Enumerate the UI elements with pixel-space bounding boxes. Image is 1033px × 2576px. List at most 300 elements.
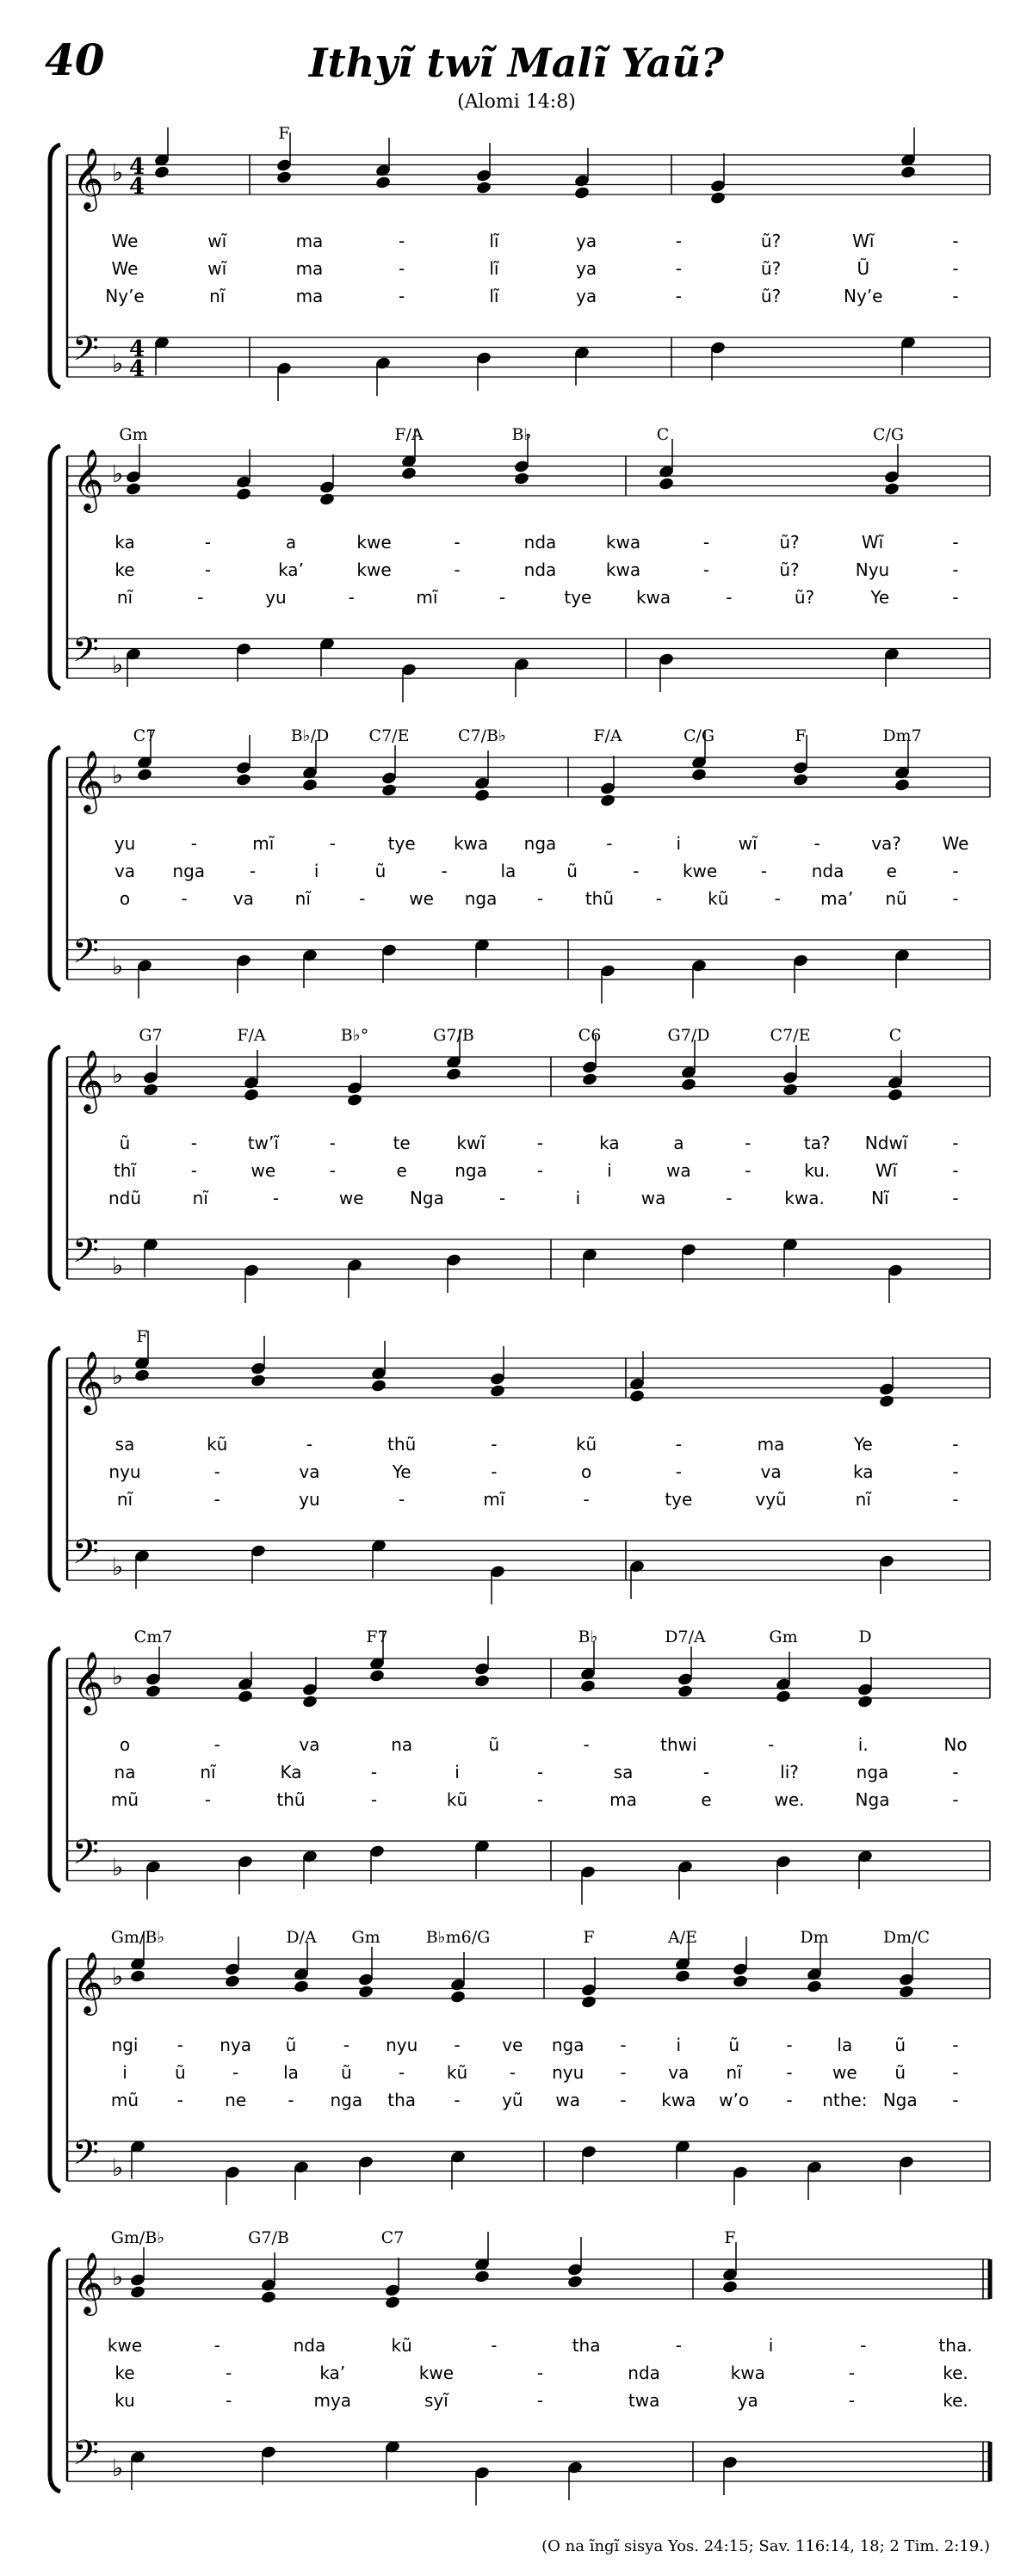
lyric-syllable: Ye <box>392 1461 411 1482</box>
lyric-hyphen: - <box>190 1133 198 1153</box>
lyric-hyphen: - <box>399 258 405 279</box>
lyric-syllable: ũ? <box>760 258 782 279</box>
chord-symbol: B♭° <box>340 1026 369 1045</box>
chord-symbol: C7/E <box>770 1026 811 1045</box>
lyric-hyphen: - <box>952 2090 959 2110</box>
lyric-syllable: nga <box>551 2035 585 2055</box>
lyric-syllable: wĩ <box>738 833 758 854</box>
lyric-syllable: kwĩ <box>456 1133 486 1153</box>
treble-note <box>145 1684 161 1699</box>
treble-note <box>449 1990 466 2005</box>
lyric-syllable: ũ <box>728 2035 739 2055</box>
lyric-hyphen: - <box>655 888 662 909</box>
lyric-hyphen: - <box>491 2335 498 2356</box>
lyric-syllable: ke. <box>943 2390 968 2411</box>
lyric-syllable: kwa <box>605 532 641 553</box>
lyric-hyphen: - <box>745 1160 752 1181</box>
lyric-syllable: tw’ĩ <box>247 1133 279 1153</box>
lyric-syllable: Ye <box>853 1434 873 1455</box>
lyric-syllable: twa <box>628 2390 660 2411</box>
chord-symbol: B♭m6/G <box>425 1928 491 1947</box>
lyric-hyphen: - <box>620 2062 627 2083</box>
lyric-syllable: nga <box>330 2090 363 2110</box>
treble-note <box>445 1067 461 1082</box>
lyric-syllable: tye <box>665 1489 693 1510</box>
system-brace <box>50 747 60 990</box>
treble-note <box>224 1974 240 1989</box>
lyric-syllable: w’o <box>719 2090 750 2110</box>
lyric-syllable: lĩ <box>489 258 499 279</box>
treble-note <box>581 1072 597 1087</box>
lyric-syllable: va <box>299 1734 320 1755</box>
treble-note <box>301 1695 318 1709</box>
lyric-hyphen: - <box>190 833 198 854</box>
flat-icon: ♭ <box>112 460 124 488</box>
lyric-syllable: e <box>886 861 897 881</box>
lyric-hyphen: - <box>213 1734 220 1755</box>
lyric-syllable: ya <box>576 286 597 306</box>
lyric-syllable: na <box>114 1762 136 1782</box>
lyric-syllable: wĩ <box>207 231 227 251</box>
lyric-hyphen: - <box>952 286 959 306</box>
lyric-syllable: ũ <box>285 2035 297 2055</box>
chord-symbol: Dm7 <box>882 726 922 745</box>
system-brace <box>50 1348 60 1591</box>
lyric-syllable: ndũ <box>108 1188 142 1208</box>
treble-clef-icon: 𝄞 <box>72 146 104 209</box>
flat-icon: ♭ <box>112 158 124 187</box>
lyric-syllable: tha <box>387 2090 417 2110</box>
treble-note <box>153 165 170 180</box>
chord-symbol: C7/B♭ <box>458 726 506 745</box>
lyric-syllable: we. <box>774 1789 805 1810</box>
lyric-hyphen: - <box>190 1160 198 1181</box>
chord-symbol: G7/B <box>433 1026 474 1045</box>
lyric-syllable: nyu <box>386 2035 418 2055</box>
lyric-hyphen: - <box>213 1461 220 1482</box>
lyric-hyphen: - <box>399 231 405 251</box>
lyric-hyphen: - <box>536 1160 544 1181</box>
flat-icon: ♭ <box>112 1553 124 1581</box>
treble-note <box>370 1379 387 1393</box>
bass-clef-icon: 𝄢 <box>72 630 99 678</box>
bass-clef-icon: 𝄢 <box>72 1231 99 1279</box>
chord-symbol: Gm/B♭ <box>110 1928 165 1947</box>
system-brace <box>50 2249 60 2492</box>
lyric-syllable: kũ <box>207 1434 228 1455</box>
footer-reference: (O na ĩngĩ sisya Yos. 24:15; Sav. 116:14, 18; 2 Tim. 2:19.) <box>541 2537 990 2555</box>
lyric-hyphen: - <box>675 2335 682 2356</box>
lyric-syllable: Nyu <box>855 559 890 580</box>
treble-note <box>473 2270 490 2284</box>
lyric-hyphen: - <box>491 1461 498 1482</box>
lyric-hyphen: - <box>952 861 959 881</box>
lyric-syllable: kũ <box>446 1789 468 1810</box>
lyric-syllable: No <box>943 1734 968 1755</box>
treble-note <box>380 783 397 798</box>
flat-icon: ♭ <box>112 761 124 789</box>
lyric-hyphen: - <box>536 1789 544 1810</box>
treble-note <box>732 1974 748 1989</box>
lyric-syllable: ka’ <box>319 2363 346 2383</box>
lyric-hyphen: - <box>860 2335 867 2356</box>
lyric-syllable: ke. <box>943 2363 968 2383</box>
lyric-syllable: va <box>299 1461 320 1482</box>
chord-symbol: C <box>656 425 670 444</box>
treble-note <box>301 778 318 793</box>
treble-note <box>319 492 335 507</box>
bass-clef-icon: 𝄢 <box>72 1532 99 1580</box>
lyric-syllable: kwa. <box>784 1188 825 1208</box>
treble-note <box>129 1969 145 1984</box>
treble-note <box>136 768 152 782</box>
treble-note <box>142 1083 158 1097</box>
bass-clef-icon: 𝄢 <box>72 931 99 979</box>
lyric-syllable: sa <box>613 1762 634 1782</box>
lyric-syllable: yu <box>114 833 136 854</box>
lyric-syllable: kũ <box>446 2062 468 2083</box>
lyric-hyphen: - <box>952 231 959 251</box>
treble-note <box>400 466 417 481</box>
lyric-syllable: Ny’e <box>844 286 883 306</box>
lyric-syllable: yu <box>299 1489 320 1510</box>
time-signature-top: 4 <box>129 337 145 362</box>
lyric-hyphen: - <box>702 532 710 553</box>
lyric-syllable: nda <box>523 532 557 553</box>
lyric-syllable: yũ <box>502 2090 523 2110</box>
lyric-syllable: nĩ <box>116 587 133 608</box>
lyric-syllable: yu <box>265 587 287 608</box>
lyric-hyphen: - <box>306 1434 313 1455</box>
lyric-hyphen: - <box>232 2062 239 2083</box>
lyric-syllable: va <box>760 1461 782 1482</box>
lyric-syllable: i <box>607 1160 612 1181</box>
lyric-syllable: e <box>701 1789 712 1810</box>
lyric-hyphen: - <box>536 2390 544 2411</box>
lyric-syllable: i. <box>857 1734 869 1755</box>
lyric-hyphen: - <box>952 559 959 580</box>
flat-icon: ♭ <box>112 349 124 378</box>
lyric-hyphen: - <box>620 2035 627 2055</box>
lyric-syllable: la <box>283 2062 299 2083</box>
lyric-syllable: tye <box>564 587 592 608</box>
lyric-syllable: va <box>232 888 254 909</box>
lyric-syllable: kũ <box>708 888 729 909</box>
lyric-syllable: ta? <box>803 1133 831 1153</box>
lyric-syllable: i <box>122 2062 127 2083</box>
flat-icon: ♭ <box>112 2454 124 2482</box>
lyric-syllable: Ndwĩ <box>864 1133 908 1153</box>
chord-symbol: B♭ <box>511 425 532 444</box>
lyric-syllable: nĩ <box>209 286 226 306</box>
bass-clef-icon: 𝄢 <box>72 2433 99 2481</box>
lyric-hyphen: - <box>583 1734 590 1755</box>
lyric-syllable: ũ <box>119 1133 131 1153</box>
lyric-hyphen: - <box>813 833 820 854</box>
lyric-syllable: nthe: <box>822 2090 868 2110</box>
treble-note <box>475 181 492 195</box>
lyric-syllable: ma <box>295 258 324 279</box>
lyric-hyphen: - <box>952 1461 959 1482</box>
lyric-syllable: We <box>942 833 969 854</box>
lyric-syllable: ũ <box>894 2035 906 2055</box>
chord-symbol: F <box>795 726 807 745</box>
lyric-hyphen: - <box>786 2035 793 2055</box>
lyric-syllable: Ye <box>870 587 890 608</box>
chord-symbol: C6 <box>578 1026 602 1045</box>
lyric-hyphen: - <box>176 2090 183 2110</box>
lyric-syllable: thũ <box>276 1789 306 1810</box>
time-signature-bottom: 4 <box>129 356 145 382</box>
lyric-hyphen: - <box>226 2363 232 2383</box>
lyric-syllable: i <box>768 2335 774 2356</box>
treble-clef-icon: 𝄞 <box>72 1650 104 1713</box>
lyric-syllable: te <box>393 1133 411 1153</box>
lyric-syllable: i <box>575 1188 581 1208</box>
lyric-hyphen: - <box>204 1789 212 1810</box>
treble-note <box>489 1384 505 1399</box>
lyric-hyphen: - <box>606 833 613 854</box>
lyric-hyphen: - <box>675 286 682 306</box>
treble-note <box>887 1088 903 1103</box>
lyric-syllable: nga <box>464 888 498 909</box>
lyric-hyphen: - <box>633 861 640 881</box>
treble-note <box>599 794 615 808</box>
lyric-syllable: nga <box>455 1160 487 1181</box>
lyric-syllable: ne <box>225 2090 247 2110</box>
lyric-hyphen: - <box>675 1461 682 1482</box>
lyric-syllable: kwa <box>661 2090 696 2110</box>
lyric-hyphen: - <box>675 258 682 279</box>
treble-note <box>384 2295 400 2310</box>
lyric-hyphen: - <box>204 532 212 553</box>
lyric-hyphen: - <box>952 532 959 553</box>
lyric-syllable: Wĩ <box>861 532 884 553</box>
bass-clef-icon: 𝄢 <box>72 329 99 377</box>
lyric-hyphen: - <box>726 587 733 608</box>
chord-symbol: D/A <box>286 1928 317 1947</box>
lyric-syllable: mũ <box>110 1789 139 1810</box>
lyric-hyphen: - <box>399 2062 405 2083</box>
treble-note <box>580 1995 597 2010</box>
lyric-syllable: ma <box>609 1789 637 1810</box>
lyric-hyphen: - <box>583 1489 590 1510</box>
lyric-hyphen: - <box>348 587 355 608</box>
lyric-syllable: Ũ <box>857 258 870 279</box>
chord-symbol: Gm <box>119 425 148 444</box>
lyric-hyphen: - <box>536 2363 544 2383</box>
lyric-hyphen: - <box>952 1762 959 1782</box>
treble-note <box>250 1374 266 1388</box>
lyric-syllable: ũ? <box>760 231 782 251</box>
lyric-syllable: ku <box>114 2390 135 2411</box>
lyric-hyphen: - <box>767 1734 775 1755</box>
lyric-syllable: we <box>832 2062 857 2083</box>
lyric-syllable: nĩ <box>192 1188 208 1208</box>
lyric-syllable: ũ <box>894 2062 906 2083</box>
chord-symbol: Gm/B♭ <box>110 2228 165 2247</box>
treble-note <box>235 773 251 788</box>
flat-icon: ♭ <box>112 2263 124 2291</box>
lyric-syllable: nga <box>523 833 557 854</box>
chord-symbol: C7/E <box>368 726 410 745</box>
system-brace <box>50 1949 60 2191</box>
lyric-syllable: kwa <box>730 2363 765 2383</box>
lyric-syllable: ũ <box>340 2062 352 2083</box>
lyric-hyphen: - <box>952 1133 959 1153</box>
lyric-hyphen: - <box>952 2062 959 2083</box>
lyric-syllable: ũ? <box>779 559 800 580</box>
scripture-reference: (Alomi 14:8) <box>457 91 576 113</box>
lyric-syllable: ũ? <box>779 532 800 553</box>
treble-note <box>709 191 726 206</box>
lyric-hyphen: - <box>702 1762 710 1782</box>
lyric-syllable: ka <box>853 1461 874 1482</box>
lyric-syllable: o <box>580 1461 592 1482</box>
treble-note <box>900 165 916 180</box>
treble-clef-icon: 𝄞 <box>72 2251 104 2313</box>
chord-symbol: F/A <box>237 1026 266 1045</box>
lyric-hyphen: - <box>675 231 682 251</box>
lyric-syllable: nĩ <box>294 888 311 909</box>
lyric-syllable: ku. <box>804 1160 831 1181</box>
treble-note <box>275 170 292 185</box>
treble-note <box>806 1980 822 1994</box>
lyric-syllable: i <box>676 2035 682 2055</box>
lyric-syllable: wa <box>555 2090 580 2110</box>
treble-note <box>782 1083 798 1097</box>
lyric-syllable: kwe <box>682 861 718 881</box>
treble-note <box>883 482 900 497</box>
chord-symbol: F <box>583 1928 595 1947</box>
lyric-syllable: nda <box>628 2363 660 2383</box>
lyric-hyphen: - <box>536 888 544 909</box>
lyric-syllable: nĩ <box>726 2062 742 2083</box>
lyric-syllable: ũ <box>374 861 387 881</box>
lyric-syllable: nda <box>523 559 557 580</box>
lyric-syllable: Ny’e <box>105 286 145 306</box>
treble-note <box>857 1695 873 1709</box>
lyric-syllable: we <box>338 1188 364 1208</box>
treble-note <box>677 1684 693 1699</box>
bass-clef-icon: 𝄢 <box>72 2133 99 2181</box>
lyric-syllable: Ka <box>280 1762 302 1782</box>
lyric-hyphen: - <box>454 559 461 580</box>
system-brace <box>50 446 60 689</box>
lyric-syllable: wa <box>666 1160 691 1181</box>
lyric-hyphen: - <box>536 1762 544 1782</box>
treble-note <box>878 1394 894 1409</box>
lyric-syllable: nũ <box>885 888 907 909</box>
lyric-syllable: o <box>119 888 131 909</box>
lyric-hyphen: - <box>786 2090 793 2110</box>
treble-note <box>237 1690 253 1704</box>
flat-icon: ♭ <box>112 1853 124 1881</box>
lyric-syllable: nda <box>811 861 844 881</box>
lyric-hyphen: - <box>952 1789 959 1810</box>
lyric-hyphen: - <box>272 1188 280 1208</box>
lyric-hyphen: - <box>726 1188 733 1208</box>
lyric-syllable: Wĩ <box>875 1160 898 1181</box>
lyric-syllable: la <box>500 861 516 881</box>
lyric-hyphen: - <box>786 2062 793 2083</box>
system-brace <box>50 1648 60 1891</box>
lyric-syllable: i <box>313 861 319 881</box>
lyric-syllable: a <box>285 532 297 553</box>
treble-note <box>357 1985 374 1999</box>
treble-clef-icon: 𝄞 <box>72 1048 104 1111</box>
lyric-hyphen: - <box>675 1434 682 1455</box>
lyric-hyphen: - <box>499 587 506 608</box>
treble-note <box>260 2290 276 2305</box>
treble-note <box>579 1679 596 1694</box>
lyric-syllable: na <box>391 1734 413 1755</box>
lyric-syllable: ũ <box>566 861 578 881</box>
chord-symbol: G7/B <box>248 2228 289 2247</box>
lyric-syllable: kwa <box>605 559 641 580</box>
lyric-syllable: We <box>111 231 139 251</box>
treble-clef-icon: 𝄞 <box>72 448 104 510</box>
chord-symbol: F <box>278 124 290 143</box>
lyric-hyphen: - <box>774 888 781 909</box>
lyric-syllable: ya <box>576 231 597 251</box>
lyric-syllable: mya <box>313 2390 352 2411</box>
lyric-hyphen: - <box>454 2090 461 2110</box>
treble-note <box>566 2275 583 2289</box>
treble-note <box>690 768 707 782</box>
lyric-hyphen: - <box>952 1434 959 1455</box>
lyric-hyphen: - <box>181 888 188 909</box>
lyric-hyphen: - <box>491 1434 498 1455</box>
lyric-syllable: vyũ <box>755 1489 787 1510</box>
lyric-syllable: syĩ <box>424 2390 448 2411</box>
chord-symbol: D7/A <box>665 1628 706 1646</box>
flat-icon: ♭ <box>112 1251 124 1280</box>
lyric-hyphen: - <box>952 1160 959 1181</box>
lyric-syllable: we <box>409 888 434 909</box>
lyric-syllable: ũ <box>174 2062 186 2083</box>
chord-symbol: Gm <box>769 1628 798 1646</box>
lyric-hyphen: - <box>204 559 212 580</box>
lyric-hyphen: - <box>454 2035 461 2055</box>
flat-icon: ♭ <box>112 1362 124 1390</box>
chord-symbol: Dm <box>800 1928 829 1947</box>
chord-symbol: F7 <box>366 1628 388 1646</box>
lyric-syllable: kũ <box>391 2335 412 2356</box>
lyric-syllable: ka’ <box>278 559 304 580</box>
chord-symbol: C/G <box>683 726 715 745</box>
treble-note <box>368 1669 385 1683</box>
lyric-hyphen: - <box>952 888 959 909</box>
lyric-syllable: kwe <box>356 559 392 580</box>
lyric-syllable: ve <box>502 2035 523 2055</box>
lyric-syllable: nyu <box>552 2062 585 2083</box>
chord-symbol: Cm7 <box>133 1628 173 1646</box>
lyric-hyphen: - <box>370 1789 378 1810</box>
treble-note <box>721 2280 738 2295</box>
chord-symbol: F <box>136 1327 148 1346</box>
treble-note <box>473 788 490 803</box>
chord-symbol: B♭ <box>578 1628 598 1646</box>
system-brace <box>50 145 60 387</box>
chord-symbol: C7 <box>133 726 157 745</box>
lyric-hyphen: - <box>952 1188 959 1208</box>
lyric-hyphen: - <box>288 2090 294 2110</box>
lyric-syllable: Nga <box>882 2090 918 2110</box>
lyric-hyphen: - <box>848 2390 855 2411</box>
lyric-syllable: va? <box>871 833 901 854</box>
treble-note <box>674 1969 690 1984</box>
